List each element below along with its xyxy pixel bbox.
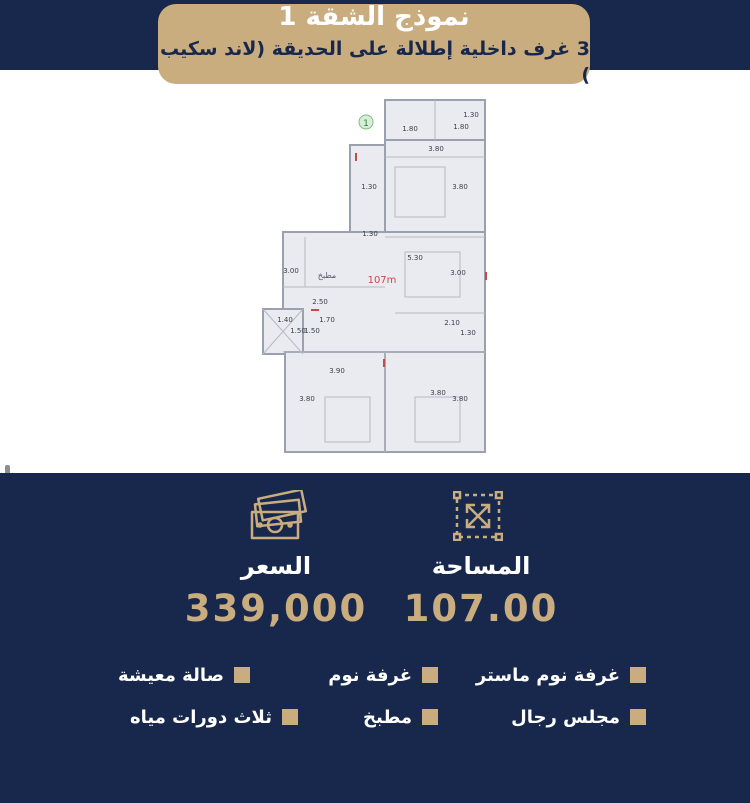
dim-label: 1.30 [361,183,377,191]
feature-item [328,662,438,688]
feature-item [118,662,250,688]
dim-label: 3.80 [428,145,444,153]
feature-item [130,704,298,730]
plan-marker: 1 [363,119,369,129]
bullet-square [630,667,646,683]
title-badge [158,4,590,84]
dim-label: 1.30 [463,111,479,119]
area-icon [453,491,503,541]
dim-label: 3.80 [299,395,315,403]
dim-label: 1.80 [453,123,469,131]
feature-item [511,704,646,730]
floor-plan-drawing [255,97,495,457]
dim-label: 1.50 [290,327,306,335]
feature-label: مجلس رجال [511,706,620,728]
dim-label: 3.00 [450,269,466,277]
dim-label: 1.30 [362,230,378,238]
dim-label: 1.50 [304,327,320,335]
dim-label: 3.00 [283,267,299,275]
dim-label: 1.30 [460,329,476,337]
money-icon [246,490,308,542]
dim-label: 3.80 [452,183,468,191]
dim-label: 2.50 [312,298,328,306]
bullet-square [630,709,646,725]
feature-label: صالة معيشة [118,664,224,686]
floor-plan [255,97,495,457]
dim-label: 3.90 [329,367,345,375]
area-label: المساحة [431,552,531,580]
dim-label: 5.30 [407,254,423,262]
feature-label: غرفة نوم [328,664,412,686]
page-title: نموذج الشقة 1 [278,2,470,32]
price-stat [176,551,376,631]
page-subtitle: 3 غرف داخلية إطلالة على الحديقة (لاند سكيب ) [159,38,590,86]
area-stat [381,551,581,631]
dim-label: 2.10 [444,319,460,327]
dim-label: 1.80 [402,125,418,133]
area-value: 107.00 [403,587,559,630]
feature-label: مطبخ [363,706,412,728]
feature-label: ثلاث دورات مياه [130,706,272,728]
price-value: 339,000 [184,587,368,630]
dim-label: 3.80 [430,389,446,397]
feature-label: غرفة نوم ماستر [475,664,620,686]
bullet-square [422,667,438,683]
bullet-square [422,709,438,725]
feature-item [476,662,646,688]
bullet-square [282,709,298,725]
bullet-square [234,667,250,683]
price-label: السعر [240,552,312,580]
feature-item [363,704,438,730]
info-panel [0,473,750,803]
dim-label: 3.80 [452,395,468,403]
plan-area-label: 107m [367,275,397,286]
dim-label: 1.40 [277,316,293,324]
dim-label: 1.70 [319,316,335,324]
plan-kitchen-label: مطبخ [317,271,337,280]
